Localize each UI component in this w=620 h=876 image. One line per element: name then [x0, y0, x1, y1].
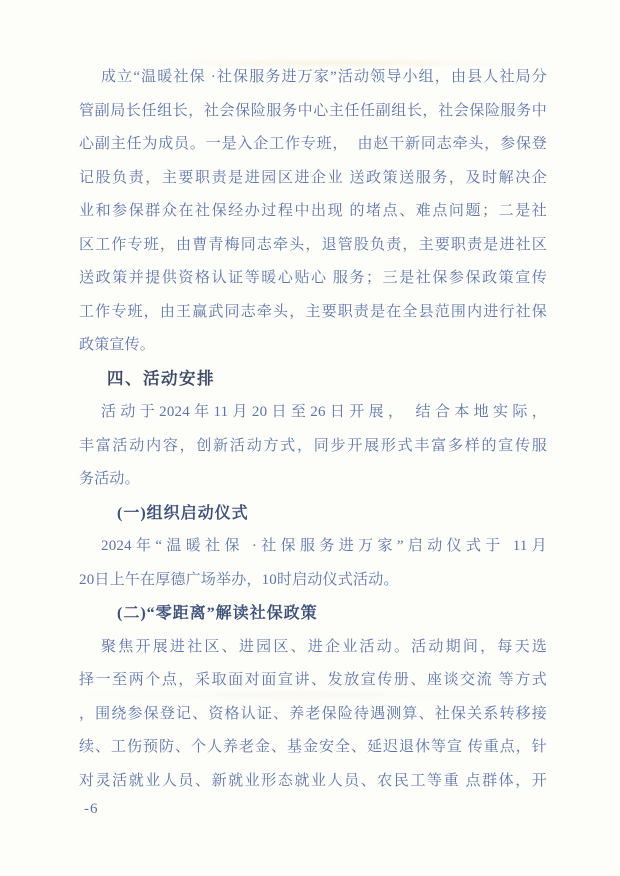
paragraph: [79, 530, 547, 597]
text-line: 活动于2024年11月20日至26日开展， 结合本地实际，: [101, 404, 547, 420]
page-number: -6: [84, 801, 99, 817]
text-line: 区工作专班，由曹青梅同志牵头，退管股负责，主要职责是进社区: [79, 236, 547, 253]
text-line: 聚焦开展进社区、进园区、进企业活动。活动期间，每天选: [101, 638, 547, 655]
text-line: ，围绕参保登记、资格认证、养老保险待遇测算、社保关系转移接: [79, 705, 547, 722]
paragraph: [79, 631, 547, 799]
text-line: 送政策并提供资格认证等暖心贴心 服务；三是社保参保政策宣传: [79, 270, 547, 286]
text-line: 业和参保群众在社保经办过程中出现 的堵点、难点问题；二是社: [79, 203, 547, 219]
text-line: 对灵活就业人员、新就业形态就业人员、农民工等重 点群体，开: [79, 772, 547, 789]
sub-section-heading: (一)组织启动仪式: [117, 504, 249, 522]
text-line: 成立“温暖社保 ·社保服务进万家”活动领导小组，由县人社局分: [101, 69, 547, 85]
text-line: 管副局长任组长，社会保险服务中心主任任副组长，社会保险服务中: [79, 102, 547, 119]
sub-section-heading: (二)“零距离”解读社保政策: [117, 605, 318, 622]
section-heading: 四、活动安排: [107, 369, 215, 388]
paragraph: [79, 61, 547, 363]
text-line: 丰富活动内容，创新活动方式，同步开展形式丰富多样的宣传服: [79, 437, 547, 454]
text-line: 续、工伤预防、个人养老金、基金安全、延迟退休等宣 传重点，针: [79, 739, 547, 755]
text-line: 工作专班，由王赢武同志牵头，主要职责是在全县范围内进行社保: [79, 303, 547, 320]
text-line: 记股负责，主要职责是进园区进企业 送政策送服务，及时解决企: [79, 169, 547, 186]
text-line: 务活动。: [79, 471, 140, 487]
text-line: 20日上午在厚德广场举办，10时启动仪式活动。: [79, 571, 399, 588]
text-line: 2024年“温暖社保 ·社保服务进万家”启动仪式于 11月: [101, 538, 547, 554]
text-line: 择一至两个点，采取面对面宣讲、发放宣传册、座谈交流 等方式: [79, 672, 547, 688]
paragraph: [79, 396, 547, 497]
text-line: 政策宣传。: [79, 337, 156, 353]
document-body: [79, 61, 547, 798]
text-line: 心副主任为成员。一是入企工作专班， 由赵干新同志牵头，参保登: [79, 136, 547, 152]
